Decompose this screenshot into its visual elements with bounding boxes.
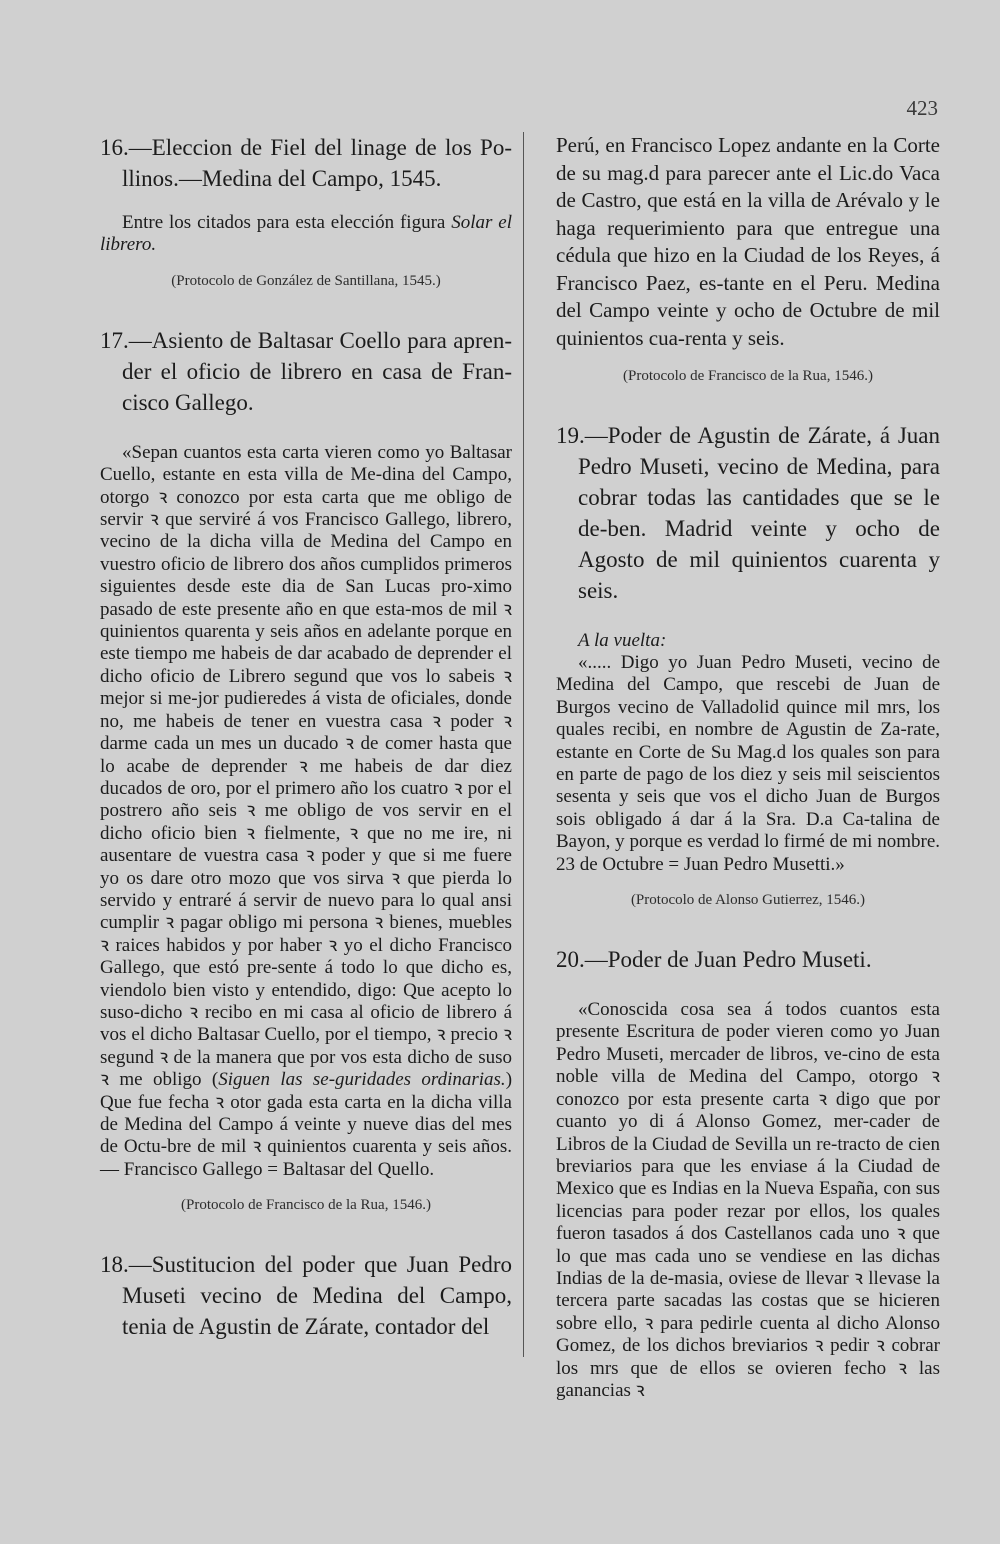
entry-20-document: «Conoscida cosa sea á todos cuantos esta presente Escritura de poder vieren como yo Juan Pedro Museti, mercader de libros, ve-cino de esta noble villa de Medina del Campo, otorgo ꝛ conozco por esta presente carta ꝛ digo que por cuanto yo di á Alonso Gomez, mer-cader de Libros de la Ciudad de Sevilla un re-tracto de cien breviarios para que les enviase á la Ciudad de Mexico que es Indias en la Nueva España, con sus licencias para poder rezar por ellos, los quales fueron tasados á dos Castellanos cada uno ꝛ que lo que mas cada uno se vendiese en las dichas Indias de la de-masia, oviese de llevar ꝛ llevase la tercera parte sacadas las costas que se hicieren sobre ello, ꝛ para pedirle cuenta al dicho Alonso Gomez, de los dichos breviarios ꝛ pedir ꝛ cobrar los mrs que de ellos se ovieren fecho ꝛ las ganancias ꝛ <box>556 999 940 1401</box>
entry-18-heading: 18.—Sustitucion del poder que Juan Pedro Museti vecino de Medina del Campo, tenia de Agustin de Zárate, contador del <box>100 1252 512 1340</box>
entry-16-heading: 16.—Eleccion de Fiel del linage de los Po-llinos.—Medina del Campo, 1545. <box>100 135 512 191</box>
entry-19 <box>556 420 940 910</box>
entry-16-text-italic: Solar el librero. <box>100 212 512 256</box>
entry-17-heading: 17.—Asiento de Baltasar Coello para apren-der el oficio de librero en casa de Fran-cisco Gallego. <box>100 327 512 415</box>
right-column <box>556 132 940 1402</box>
entry-17-document-tail: ) Que fue fecha ꝛ otor gada esta carta en la dicha villa de Medina del Campo á veinte y nueve dias del mes de Octu-bre de mil ꝛ quinientos cuarenta y seis años.— Francisco Gallego = Baltasar del Quello. <box>100 1069 513 1180</box>
entry-17-citation: (Protocolo de Francisco de la Rua, 1546.) <box>181 1197 431 1214</box>
page-number: 423 <box>906 96 938 120</box>
left-column <box>100 132 512 1342</box>
entry-18-continuation: Perú, en Francisco Lopez andante en la Corte de su mag.d para parecer ante el Lic.do Vaca de Castro, que está en la villa de Arévalo y le haga requerimiento para que entregue una cédula que hizo en la Ciudad de los Reyes, á Francisco Paez, es-tante en el Peru. Medina del Campo veinte y ocho de Octubre de mil quinientos cua-renta y seis. <box>556 133 940 350</box>
entry-16-text-lead: Entre los citados para esta elección figura <box>122 212 452 233</box>
entry-19-heading: 19.—Poder de Agustin de Zárate, á Juan Pedro Museti, vecino de Medina, para cobrar todas las cantidades que se le de-ben. Madrid veinte y ocho de Agosto de mil quinientos cuarenta y seis. <box>556 423 940 603</box>
entry-19-vuelta-text: «..... Digo yo Juan Pedro Museti, vecino de Medina del Campo, que rescebi de Juan de Burgos vecino de Valladolid quince mil mrs, los quales recibi, en nombre de Agustin de Za-rate, estante en Corte de Su Mag.d los quales son para en parte de pago de los diez y seis mil seiscientos sesenta y seis que vos el dicho Juan de Burgos sois obligado á dar á la Sra. D.a Ca-talina de Bayon, y porque es verdad lo firmé de mi nombre. 23 de Octubre = Juan Pedro Musetti.» <box>556 652 940 875</box>
entry-17-document-italic: Siguen las se-guridades ordinarias. <box>218 1069 506 1091</box>
entry-18-citation: (Protocolo de Francisco de la Rua, 1546.) <box>623 368 873 384</box>
entry-17-document <box>100 442 512 1181</box>
entry-19-citation: (Protocolo de Alonso Gutierrez, 1546.) <box>630 892 866 909</box>
entry-17 <box>100 325 512 1215</box>
entry-16-citation: (Protocolo de González de Santillana, 1545.) <box>171 272 441 289</box>
column-divider <box>523 132 524 1357</box>
entry-16 <box>100 132 512 291</box>
entry-16-text <box>100 212 512 257</box>
entry-20-heading: 20.—Poder de Juan Pedro Museti. <box>556 947 872 973</box>
entry-18 <box>100 1249 512 1342</box>
entry-20 <box>556 944 940 1402</box>
entry-19-vuelta-label: A la vuelta: <box>578 630 667 651</box>
entry-17-document-text: «Sepan cuantos esta carta vieren como yo Baltasar Cuello, estante en esta villa de Me-dina del Campo, otorgo ꝛ conozco por esta carta que me obligo de servir ꝛ que serviré á vos Francisco Gallego, librero, vecino de la dicha villa de Medina del Campo en vuestro oficio de librero dos años cumplidos primeros siguientes desde este dia de San Lucas pro-ximo pasado de este presente año en que esta-mos de mil ꝛ quinientos quarenta y seis años en adelante porque en este tiempo me habeis de dar acabado de deprender el dicho oficio de Librero segund que vos lo sabeis ꝛ mejor si me-jor pudieredes á vista de oficiales, donde no, me habeis de tener en vuestra casa ꝛ poder ꝛ darme cada un mes un ducado ꝛ de comer hasta que lo acabe de deprender ꝛ me habeis de dar diez ducados de oro, por el primero año los cuatro ꝛ por el postrero año seis ꝛ me obligo de vos servir en el dicho oficio bien ꝛ fielmente, ꝛ que no me ire, ni ausentare de vuestra casa ꝛ poder y que si me fuere yo os dare otro mozo que vos sirva ꝛ que pierda lo servido y entraré á servir de nuevo para lo qual ansi cumplir ꝛ pagar obligo mi persona ꝛ bienes, muebles ꝛ raices habidos y por haber ꝛ yo el dicho Francisco Gallego, que estó pre-sente á todo lo que dicho es, viendolo bien visto y entendido, digo: Que acepto lo suso-dicho ꝛ recibo en mi casa al oficio de librero á vos el dicho Baltasar Cuello, por el tiempo, ꝛ precio ꝛ segund ꝛ de la manera que por vos esta dicho de suso ꝛ me obligo ( <box>100 441 512 1091</box>
